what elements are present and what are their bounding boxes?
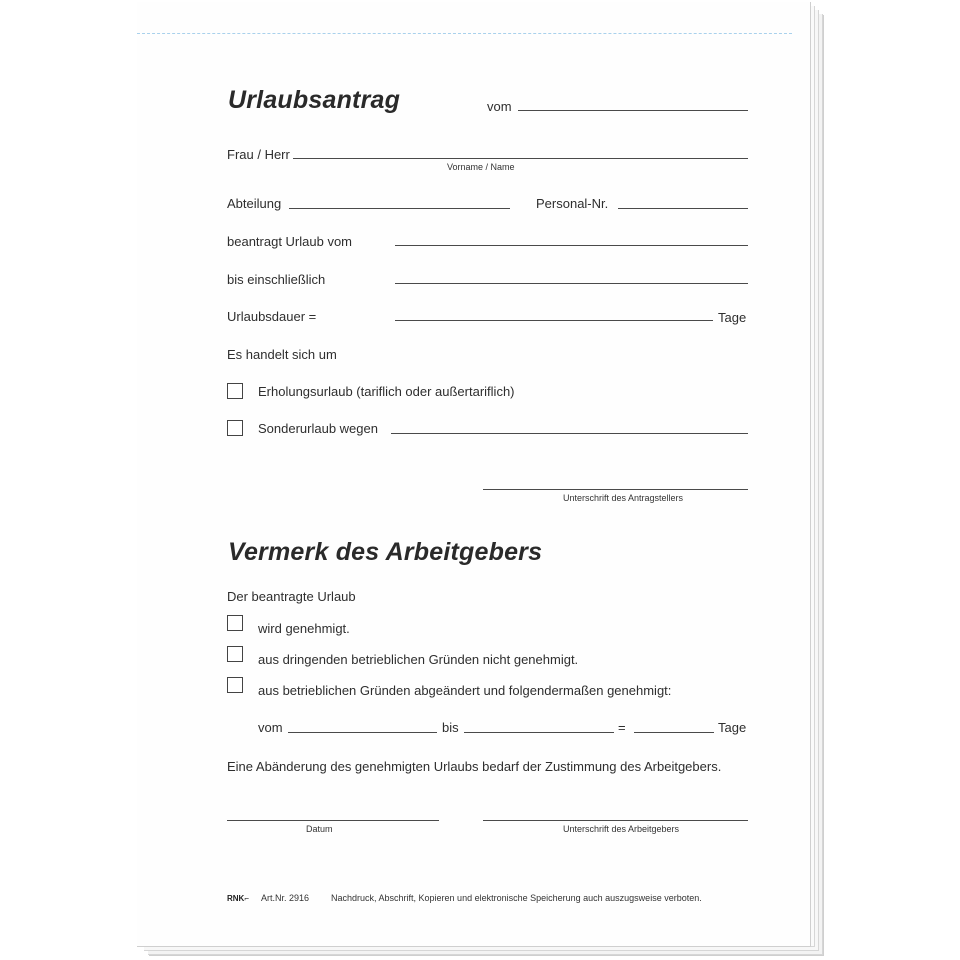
personnel-number-label: Personal-Nr. — [536, 196, 609, 211]
employer-signature-caption: Unterschrift des Arbeitgebers — [563, 824, 680, 834]
vacation-type-label: Es handelt sich um — [227, 347, 337, 362]
modified-equals-label: = — [618, 720, 626, 735]
employer-section-title: Vermerk des Arbeitgebers — [228, 538, 543, 566]
rnk-logo-text: RNK — [227, 894, 245, 903]
name-label: Frau / Herr — [227, 147, 290, 162]
applicant-signature-field[interactable] — [483, 489, 748, 490]
vom-date-field[interactable] — [518, 110, 748, 111]
date-caption: Datum — [306, 824, 333, 834]
modified-label: aus betrieblichen Gründen abgeändert und folgendermaßen genehmigt: — [258, 683, 672, 698]
special-leave-reason-field[interactable] — [391, 433, 748, 434]
date-field[interactable] — [227, 820, 439, 821]
perforation-line — [137, 33, 792, 34]
denied-label: aus dringenden betrieblichen Gründen nicht genehmigt. — [258, 652, 579, 667]
form-title: Urlaubsantrag — [228, 86, 401, 114]
change-notice: Eine Abänderung des genehmigten Urlaubs bedarf der Zustimmung des Arbeitgebers. — [227, 759, 722, 774]
applicant-signature-caption: Unterschrift des Antragstellers — [563, 493, 684, 503]
article-number: Art.Nr. 2916 — [261, 893, 310, 903]
recreation-leave-label: Erholungsurlaub (tariflich oder außertariflich) — [258, 384, 515, 399]
duration-field[interactable] — [395, 320, 713, 321]
modified-checkbox[interactable] — [227, 677, 243, 693]
modified-until-field[interactable] — [464, 732, 614, 733]
rnk-logo — [227, 894, 249, 903]
form-sheet — [137, 2, 811, 947]
copyright-notice: Nachdruck, Abschrift, Kopieren und elektronische Speicherung auch auszugsweise verboten. — [331, 893, 702, 903]
department-field[interactable] — [289, 208, 510, 209]
department-label: Abteilung — [227, 196, 282, 211]
vacation-from-label: beantragt Urlaub vom — [227, 234, 353, 249]
approved-checkbox[interactable] — [227, 615, 243, 631]
vom-label: vom — [487, 99, 512, 114]
approved-label: wird genehmigt. — [258, 621, 350, 636]
name-caption: Vorname / Name — [447, 162, 515, 172]
duration-label: Urlaubsdauer = — [227, 309, 317, 324]
vacation-until-label: bis einschließlich — [227, 272, 326, 287]
name-field[interactable] — [293, 158, 748, 159]
modified-days-label: Tage — [718, 720, 747, 735]
denied-checkbox[interactable] — [227, 646, 243, 662]
employer-intro: Der beantragte Urlaub — [227, 589, 356, 604]
special-leave-checkbox[interactable] — [227, 420, 243, 436]
employer-signature-field[interactable] — [483, 820, 748, 821]
rnk-logo-swoosh-icon: ⌐ — [244, 894, 250, 903]
modified-vom-label: vom — [258, 720, 283, 735]
special-leave-label: Sonderurlaub wegen — [258, 421, 378, 436]
duration-days-label: Tage — [718, 310, 747, 325]
vacation-from-field[interactable] — [395, 245, 748, 246]
modified-from-field[interactable] — [288, 732, 437, 733]
vacation-until-field[interactable] — [395, 283, 748, 284]
recreation-leave-checkbox[interactable] — [227, 383, 243, 399]
modified-days-field[interactable] — [634, 732, 714, 733]
personnel-number-field[interactable] — [618, 208, 748, 209]
modified-bis-label: bis — [442, 720, 459, 735]
